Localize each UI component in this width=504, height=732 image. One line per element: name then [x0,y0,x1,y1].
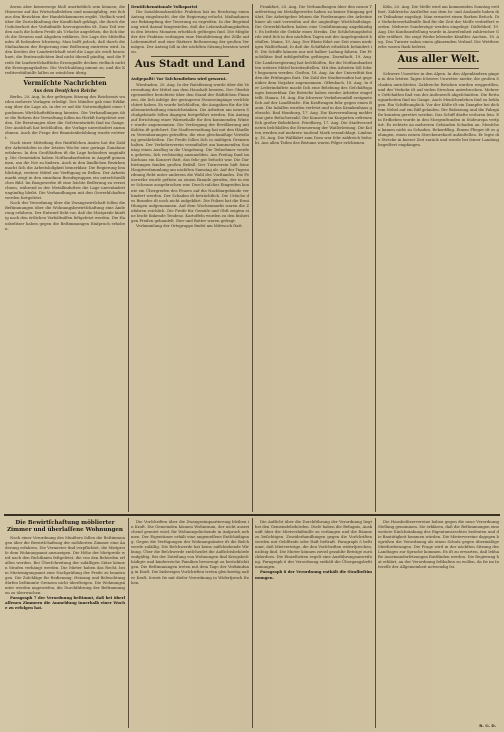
bottom-column-2 [131,519,249,729]
column-4 [378,4,499,510]
col2-body: Wiesbaden, 20. Aug. In der Ratsſitzung wurde über die Verwendung der Mittel aus dem Haushalt beraten. Der Oberbürgermeiſter berichtete über den Stand der ſtädtiſchen Finanzen, die ſich infolge der geringeren Steuereingänge verſchlechtert haben. Es wurde beſchloſſen, die Ausgaben für die Straßenunterhaltung einzuſchränken. Die Arbeiten am neuen Schulgebäude ſollen dagegen fortgeführt werden. Ein Antrag auf Errichtung einer Wärmehalle für den kommenden Winter wurde angenommen. Die Verſorgung der Bevölkerung mit Kohlen iſt geſichert. Die Stadtverwaltung hat mit den Händlern Vereinbarungen getroffen, die eine gleichmäßige Verteilung gewährleiſten. Die Preiſe ſollen ſich in mäßigen Grenzen halten. Der Verkehrsverein veranſtaltet am kommenden Sonntag einen Ausflug in die Umgebung. Die Teilnehmer werden gebeten, ſich rechtzeitig anzumelden. Am Freitag fand im Kurhaus ein Konzert ſtatt, das ſehr gut beſucht war. Die Darbietungen fanden großen Beifall. Der Turnverein hält ſeine Hauptverſammlung am nächſten Samstag ab. Auf der Tagesordnung ſteht unter anderem die Wahl des Vorſtandes. Die Feuerwehr wurde geſtern zu einem Brande gerufen, der in einer Scheune ausgebrochen war. Durch raſches Eingreifen konnte ein Übergreifen des Feuers auf die Nachbargebäude verhindert werden. Der Schaden iſt beträchtlich. Die Urſache des Brandes iſt noch nicht aufgeklärt. Die Polizei hat die Ermittlungen aufgenommen. Auf dem Wochenmarkt waren die Zufuhren reichlich. Die Preiſe für Gemüſe und Obſt zeigten eine leicht ſinkende Tendenz. Kartoffeln wurden zu den bisherigen Preiſen gehandelt. Eier und Butter waren gefragt. [131,81,249,223]
col1-intro: davon aber keineswegs bloß unerheblich sein können; die Hinweise auf das Wirtschaftsleben sind mannigfaltig, wie ſich aus den Berichten der Handelskammern ergibt. Vielfach wird über die Zurückhaltung der Kundſchaft geklagt, die durch die Unſicherheit der Verhältniſſe hervorgerufen iſt. Zum Teil werden auch die hohen Preiſe als Urſache angeſehen, die ſich durch die Steuern und Abgaben erklären. Die Lage des Mittelſtandes iſt beſonders ſchwierig. Man hofft jedoch, daß durch die Maßnahmen der Regierung eine Beſſerung eintreten wird. In den Kreiſen der Landwirtſchaft wird die Lage als ernſt bezeichnet, die Ernteausſichten ſind nicht überall günſtig, und die Preiſe für landwirtſchaftliche Erzeugniſſe decken vielfach nicht die Erzeugungskoſten. Die Verſchuldung nimmt zu, und die Kreditverhältniſſe laſſen zu wünſchen übrig. [5,4,125,75]
bottom-column-1 [5,519,125,729]
column-2 [131,4,249,510]
column-1 [5,4,125,510]
section-rule [4,514,500,516]
col1-subheading: Aus dem Deutſchen Reiche [33,88,97,94]
separator [25,77,105,78]
separator [398,68,479,69]
separator [398,51,479,52]
col2-heading: Aus Stadt und Land [134,59,246,71]
bottom-col2: Die Vorſchriften über die Zwangseinquartierung bleiben in Kraft. Die Gemeinden können Wohnraum, der nicht ausreichend genutzt wird, für Wohnungsſuchende in Anſpruch nehmen. Der Eigentümer erhält eine angemeſſene Entſchädigung. Gegen die Verfügungen der Wohnungsämter iſt die Beſchwerde zuläſſig. Die Beſchwerde hat keine aufſchiebende Wirkung. Über die Beſchwerde entſcheidet die Aufſichtsbehörde endgültig. Bei der Zuteilung von Wohnungen ſind Kriegsbeſchädigte und kinderreiche Familien bevorzugt zu berückſichtigen. Die Beſtimmungen treten mit dem Tage der Verkündung in Kraft. Die bisherigen Vorſchriften treten gleichzeitig außer Kraft, ſoweit ſie mit dieſer Verordnung in Widerſpruch ſtehen. [131,519,249,585]
separator [151,56,229,57]
bottom-column-3 [255,519,372,729]
bottom-col3: Die Aufſicht über die Durchführung der Verordnung liegt bei den Gemeindebehörden. Dieſe haben die Befugnis, Auskunft über die Mietverhältniſſe zu verlangen und die Räume zu beſichtigen. Zuwiderhandlungen gegen die Vorſchriften werden mit Geldſtrafe oder Haft beſtraft. Paragraph 5 beſtimmt, daß Mietverträge, die den Vorſchriften widerſprechen, nichtig ſind. Die Mieter können zuviel gezahlte Beträge zurückfordern. Die Einzelheiten regelt eine Ausführungsanweiſung. Paragraph 6 der Verordnung enthält die Übergangsbeſtimmungen. [255,519,372,570]
signature: R. G. D. [479,723,496,728]
col2-header: Dentiſchenationale Volkspartei [131,4,198,9]
col2-tail: Verſammlung der Ortsgruppe findet am Mittwoch ſtatt. [136,222,243,228]
column-rule [252,4,253,512]
col4-top: Köln, 20. Aug. Die Meſſe wird am kommenden Sonntag eröffnet. Zahlreiche Ausſteller aus dem In- und Auslande haben ihre Teilnahme zugeſagt. Man erwartet einen ſtarken Beſuch. Die Verkehrsverhältniſſe ſind für die Zeit der Meſſe verbeſſert worden. Mehrere Sonderzüge werden eingelegt. Düſſeldorf, 19. Aug. Die Kunſtausſtellung wurde in Anweſenheit zahlreicher Gäſte eröffnet. Sie zeigt Werke lebender Künſtler. Aachen, 18. Aug. Das Turnier nahm einen glänzenden Verlauf. Die Wettbewerbe waren ſtark beſetzt. [378,4,499,50]
col4-heading: Aus aller Welt. [397,54,480,66]
col2-subheading: Aufgepaßt! Vor Taſchendieben wird gewarnt. [131,76,227,82]
col2-top: Die ſozialdemokratiſche Fraktion hat im Reichstag einen Antrag eingebracht, der die Regierung erſucht, Maßnahmen zur Bekämpfung der Teuerung zu ergreifen. In der Begründung wird darauf hingewieſen, daß die Lebenshaltungskoſten in den letzten Monaten erheblich geſtiegen ſind. Die Mitglieder der Fraktion verlangen eine Herabſetzung der Zölle auf Lebensmittel und eine ſtärkere Beſteuerung der großen Vermögen. Der Antrag ſoll in der nächſten Sitzung beraten werden. [131,9,249,55]
bottom-col1-end: Paragraph 7 der Verordnung beſtimmt, daß bei überlaſſenen Zimmern die Anmeldung innerhalb einer Woche zu erfolgen hat. [5,595,125,611]
bottom-column-4 [378,519,499,719]
separator [151,73,229,74]
bottom-col1: Nach einer Verordnung des Miniſters ſollen die Beſtimmungen über die Bewirtſchaftung der möblierten Zimmer eine Änderung erfahren. Die Vermieter ſind verpflichtet, die Mietpreiſe dem Wohnungsamt anzuzeigen. Die Höhe der Mietpreiſe wird nach den Richtlinien feſtgeſetzt, die von den Behörden erlaſſen werden. Bei Überſchreitung der zuläſſigen Sätze können Strafen verhängt werden. Die Mieter haben das Recht, beim Mieteinigungsamt eine Nachprüfung der Preiſe zu beantragen. Die Zuſchläge für Bedienung, Heizung und Beleuchtung dürfen beſtimmte Grenzen nicht überſteigen. Die Wohnungsämter werden angewieſen, die Durchführung der Beſtimmungen zu überwachen. [5,534,125,596]
column-rule [128,4,129,512]
col1-body3: Nach der Verordnung über die Zwangswirtſchaft ſollen die Beſtimmungen über die Wohnungsbewirtſchaftung eine Änderung erfahren. Der Entwurf ſieht vor, daß die Mietpreiſe künftig nach den örtlichen Verhältniſſen feſtgeſetzt werden. Die Hausbeſitzer haben gegen die Beſtimmungen Einſpruch erhoben. [5,200,125,231]
column-rule [128,518,129,728]
col4-body: Schwere Unwetter in den Alpen. In den Alpenländern gingen in den letzten Tagen ſchwere Unwetter nieder, die großen Schaden anrichteten. Zahlreiche Brücken wurden weggeriſſen, und der Verkehr iſt auf vielen Strecken unterbrochen. Mehrere Ortſchaften ſind von der Außenwelt abgeſchnitten. Die Rettungsarbeiten ſind im Gange. Auch Menſchenleben ſind zu beklagen. Ein Schiffsunglück. Vor der Küſte iſt ein Dampfer bei dichtem Nebel auf ein Riff gelaufen. Die Beſatzung und die Fahrgäſte konnten gerettet werden. Das Schiff dürfte verloren ſein. Ein Erdbeben wurde in den Morgenſtunden in Südeuropa verſpürt. Es richtete an mehreren Gebäuden Schaden an. Menſchen kamen nicht zu Schaden. Rekordflug. Einem Flieger iſt es gelungen, einen neuen Streckenrekord aufzuſtellen. Er legte die Strecke in kurzer Zeit zurück und wurde bei ſeiner Landung begeiſtert empfangen. [378,71,499,148]
col1-body1: Berlin, 20. Aug. In der geſtrigen Sitzung des Reichsrats wurden mehrere Vorlagen erledigt. Der Miniſter gab eine Erklärung über die Lage ab, in der er auf die Notwendigkeit einer ſparſamen Wirtſchaftsführung hinwies. Die Verhandlungen über die Reform der Verwaltung ſollen im Herbſt fortgeſetzt werden. Die Beratungen über die Geſetzentwürfe ſind im Gange. Der Ausſchuß hat beſchloſſen, die Vorlage unverändert anzunehmen. Auch die Frage der Beamtenbeſoldung wurde erörtert. [5,94,125,140]
col3-body: Frankfurt, 20. Aug. Die Verhandlungen über den neuen Tarifvertrag im Metallgewerbe haben zu keiner Einigung geführt. Die Arbeitgeber lehnen die Forderungen der Arbeitnehmer ab und verweiſen auf die ungünſtige Wirtſchaftslage. Die Gewerkſchaften haben eine Urabſtimmung angekündigt. Es beſteht die Gefahr eines Streiks. Die Schlichtungsbehörde wird ſich in den nächſten Tagen mit der Angelegenheit befaſſen. Mainz, 19. Aug. Der Rhein führt zur Zeit einen niedrigen Waſſerſtand, ſo daß die Schiffahrt erheblich behindert iſt. Die Schiffe können nur mit halber Ladung fahren. Die Frachtſätze ſind infolgedeſſen geſtiegen. Darmſtadt, 19. Aug. Die Landesregierung hat beſchloſſen, für die Notſtandsarbeiten weitere Mittel bereitzuſtellen. Mit den Arbeiten ſoll ſofort begonnen werden. Gießen, 18. Aug. An der Univerſität fanden die Prüfungen ſtatt. Die Zahl der Studierenden hat gegenüber dem Vorjahre zugenommen. Offenbach, 18. Aug. In der Lederinduſtrie macht ſich eine Belebung des Geſchäftsganges bemerkbar. Die Betriebe haben wieder Arbeiter eingeſtellt. Hanau, 18. Aug. Ein ſchwerer Verkehrsunfall ereignete ſich auf der Landſtraße. Ein Kraftwagen fuhr gegen einen Baum. Die Inſaſſen wurden verletzt und in das Krankenhaus gebracht. Bad Homburg, 17. Aug. Die Kurverwaltung meldet eine gute Beſucherzahl. Die Konzerte im Kurgarten erfreuen ſich großer Beliebtheit. Friedberg, 17. Aug. Die Stadtverordneten beſchloſſen die Erneuerung der Waſſerleitung. Die Koſten werden auf mehrere tauſend Mark veranſchlagt. Limburg, 16. Aug. Die Wallfahrt zum Dom war ſehr zahlreich beſucht. Aus allen Teilen des Bistums waren Pilger erſchienen. [255,4,372,146]
column-3 [255,4,372,510]
column-rule [375,518,376,728]
col1-body2: Nach einer Mitteilung des ſtatiſtiſchen Amtes hat die Zahl der Arbeitsloſen in der letzten Woche eine geringe Zunahme erfahren. In den Großſtädten iſt die Lage beſonders ungünſtig. Die Gemeinden haben Notſtandsarbeiten in Angriff genommen, um die Not zu lindern. Auch in den ländlichen Bezirken macht ſich die Arbeitsloſigkeit bemerkbar. Die Regierung beabſichtigt, weitere Mittel zur Verfügung zu ſtellen. Der Arbeitsmarkt zeigt in den einzelnen Berufsgruppen ein unterſchiedliches Bild. Im Baugewerbe iſt eine leichte Beſſerung zu verzeichnen, während in der Metallinduſtrie die Lage unverändert ungünſtig bleibt. Die Verhandlungen mit den Gewerkſchaften werden fortgeſetzt. [5,139,125,201]
bottom-heading: Die Bewirtſchaftung möblierter Zimmer und überlaſſene Wohnungen [6,520,124,533]
bottom-col3-end: Paragraph 8 der Verordnung enthält die Strafbeſtimmungen. [255,569,372,580]
column-rule [375,4,376,512]
bottom-col4: Die Hausbeſitzervereine haben gegen die neue Verordnung Stellung genommen. Sie erklären, daß die Beſtimmungen eine weitere Einſchränkung des Eigentumsrechtes bedeuten und die Bautätigkeit hemmen würden. Die Mietervereine dagegen begrüßen die Verordnung als einen Schutz gegen übermäßige Mietforderungen. Die Frage wird in der nächſten Sitzung des Landtages zur Sprache kommen. Es iſt zu erwarten, daß lebhafte Auseinanderſetzungen ſtattfinden werden. Die Regierung hat erklärt, an der Verordnung feſthalten zu wollen, da ſie im Intereſſe der Allgemeinheit notwendig ſei. [378,519,499,570]
column-rule [252,518,253,728]
col1-heading: Vermiſchte Nachrichten [23,79,107,87]
